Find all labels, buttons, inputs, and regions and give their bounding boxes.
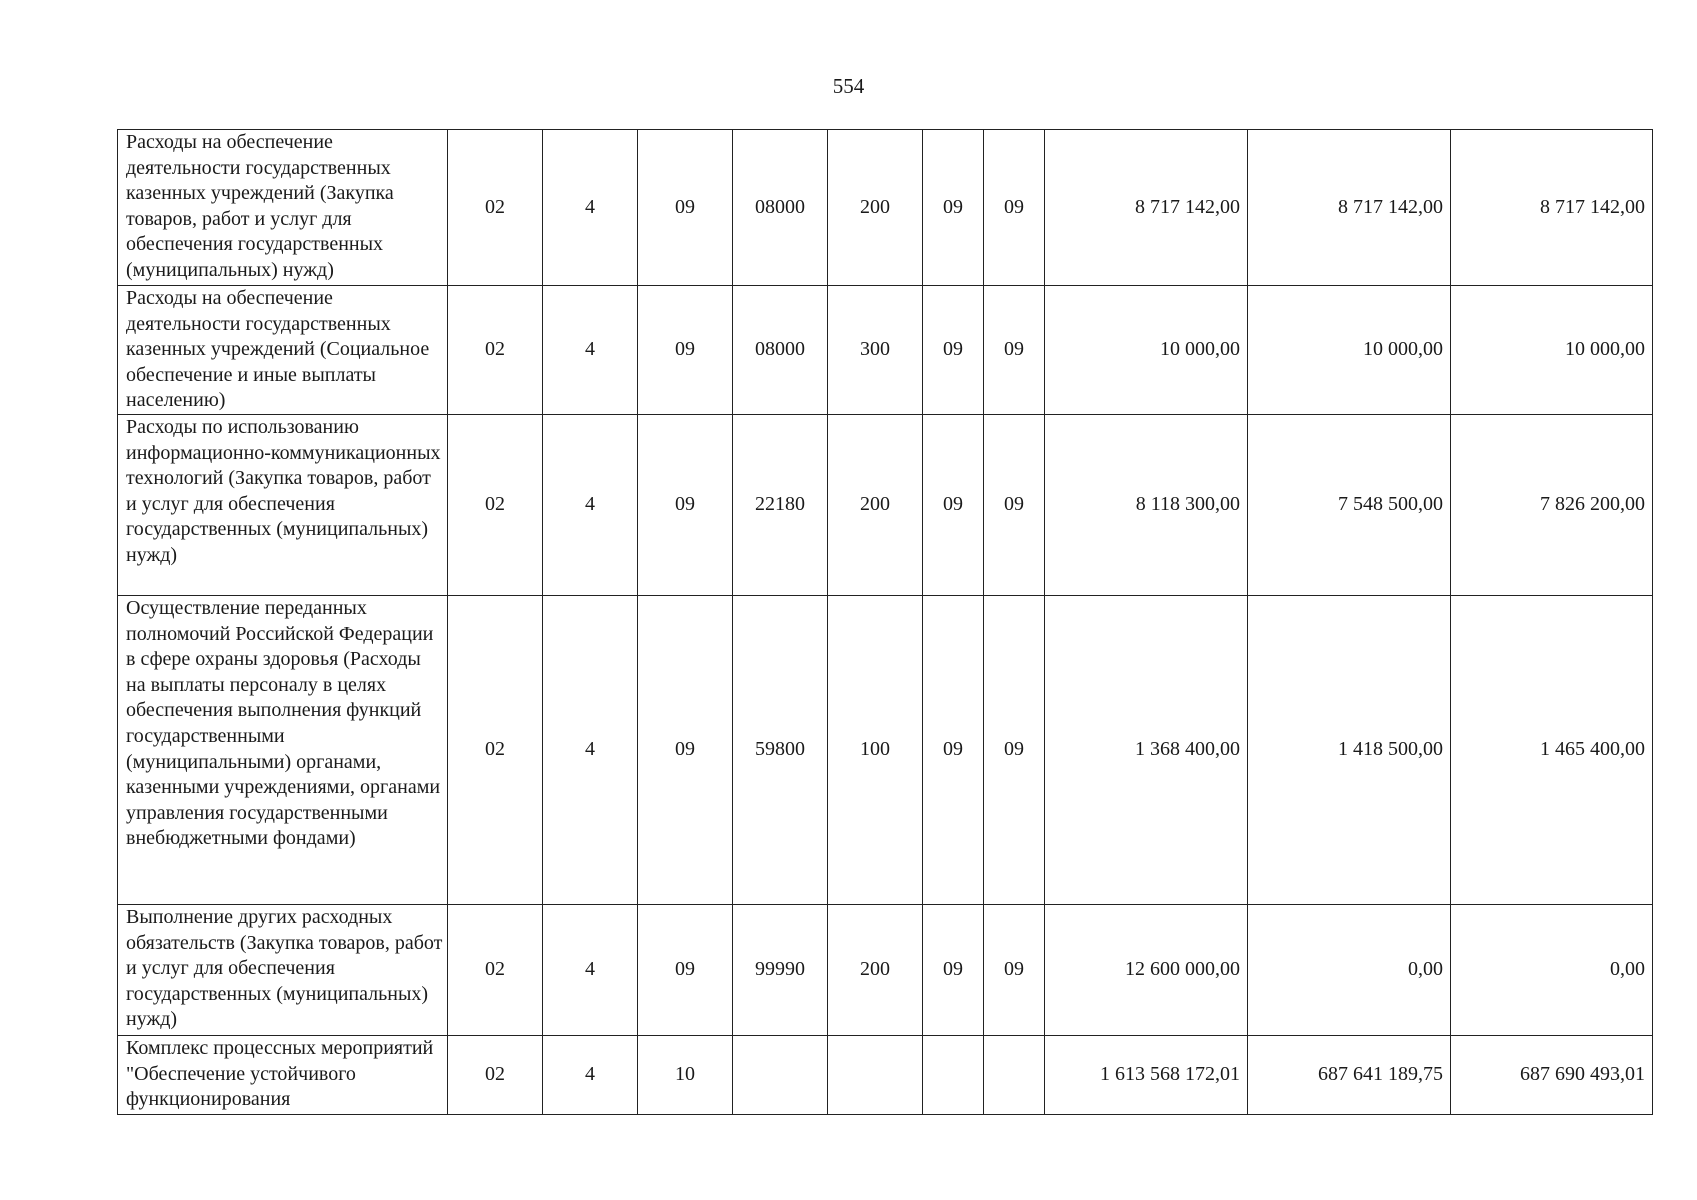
- row-description: Комплекс процессных мероприятий "Обеспечение устойчивого функционирования: [118, 1036, 448, 1115]
- code-cell: 4: [543, 1036, 638, 1115]
- amount-cell: 7 548 500,00: [1248, 415, 1451, 596]
- code-cell: 02: [448, 596, 543, 905]
- code-cell: 08000: [733, 130, 828, 286]
- table-row: [118, 1036, 1653, 1115]
- code-cell: 22180: [733, 415, 828, 596]
- code-cell: 59800: [733, 596, 828, 905]
- row-description: Осуществление переданных полномочий Российской Федерации в сфере охраны здоровья (Расходы на выплаты персоналу в целях обеспечения выполнения функций государственными (муниципальными) органами, казенными учреждениями, органами управления государственными внебюджетными фондами): [118, 596, 448, 905]
- code-cell: 4: [543, 596, 638, 905]
- code-cell: 4: [543, 286, 638, 415]
- code-cell: [828, 1036, 923, 1115]
- code-cell: 02: [448, 415, 543, 596]
- code-cell: 10: [638, 1036, 733, 1115]
- budget-table: [117, 129, 1653, 1115]
- table-row: [118, 415, 1653, 596]
- code-cell: 09: [984, 130, 1045, 286]
- code-cell: 02: [448, 130, 543, 286]
- amount-cell: 12 600 000,00: [1045, 905, 1248, 1036]
- row-description: Выполнение других расходных обязательств (Закупка товаров, работ и услуг для обеспечения государственных (муниципальных) нужд): [118, 905, 448, 1036]
- code-cell: 09: [638, 905, 733, 1036]
- row-description: Расходы на обеспечение деятельности государственных казенных учреждений (Закупка товаров, работ и услуг для обеспечения государственных (муниципальных) нужд): [118, 130, 448, 286]
- code-cell: 09: [923, 286, 984, 415]
- code-cell: [984, 1036, 1045, 1115]
- amount-cell: 0,00: [1248, 905, 1451, 1036]
- code-cell: 09: [984, 415, 1045, 596]
- row-description: Расходы на обеспечение деятельности государственных казенных учреждений (Социальное обеспечение и иные выплаты населению): [118, 286, 448, 415]
- table-row: [118, 596, 1653, 905]
- amount-cell: 687 641 189,75: [1248, 1036, 1451, 1115]
- code-cell: 09: [638, 130, 733, 286]
- code-cell: 08000: [733, 286, 828, 415]
- code-cell: 300: [828, 286, 923, 415]
- table-row: [118, 905, 1653, 1036]
- code-cell: 200: [828, 905, 923, 1036]
- code-cell: 09: [923, 415, 984, 596]
- amount-cell: 1 465 400,00: [1451, 596, 1653, 905]
- amount-cell: 10 000,00: [1451, 286, 1653, 415]
- amount-cell: 8 118 300,00: [1045, 415, 1248, 596]
- amount-cell: 10 000,00: [1248, 286, 1451, 415]
- code-cell: 200: [828, 415, 923, 596]
- code-cell: 09: [923, 905, 984, 1036]
- code-cell: 100: [828, 596, 923, 905]
- row-description: Расходы по использованию информационно-коммуникационных технологий (Закупка товаров, работ и услуг для обеспечения государственных (муниципальных) нужд): [118, 415, 448, 596]
- amount-cell: 8 717 142,00: [1248, 130, 1451, 286]
- code-cell: 09: [984, 905, 1045, 1036]
- code-cell: [923, 1036, 984, 1115]
- amount-cell: 8 717 142,00: [1451, 130, 1653, 286]
- code-cell: 02: [448, 286, 543, 415]
- table-row: [118, 286, 1653, 415]
- amount-cell: 8 717 142,00: [1045, 130, 1248, 286]
- code-cell: 02: [448, 1036, 543, 1115]
- amount-cell: 1 613 568 172,01: [1045, 1036, 1248, 1115]
- code-cell: 09: [638, 286, 733, 415]
- code-cell: 09: [638, 596, 733, 905]
- amount-cell: 10 000,00: [1045, 286, 1248, 415]
- code-cell: 4: [543, 415, 638, 596]
- code-cell: 200: [828, 130, 923, 286]
- code-cell: 99990: [733, 905, 828, 1036]
- code-cell: 4: [543, 905, 638, 1036]
- code-cell: 02: [448, 905, 543, 1036]
- code-cell: [733, 1036, 828, 1115]
- code-cell: 09: [638, 415, 733, 596]
- page-number: 554: [832, 74, 865, 98]
- table-row: [118, 130, 1653, 286]
- amount-cell: 1 418 500,00: [1248, 596, 1451, 905]
- code-cell: 4: [543, 130, 638, 286]
- code-cell: 09: [984, 286, 1045, 415]
- code-cell: 09: [923, 596, 984, 905]
- code-cell: 09: [923, 130, 984, 286]
- code-cell: 09: [984, 596, 1045, 905]
- amount-cell: 0,00: [1451, 905, 1653, 1036]
- amount-cell: 7 826 200,00: [1451, 415, 1653, 596]
- amount-cell: 1 368 400,00: [1045, 596, 1248, 905]
- amount-cell: 687 690 493,01: [1451, 1036, 1653, 1115]
